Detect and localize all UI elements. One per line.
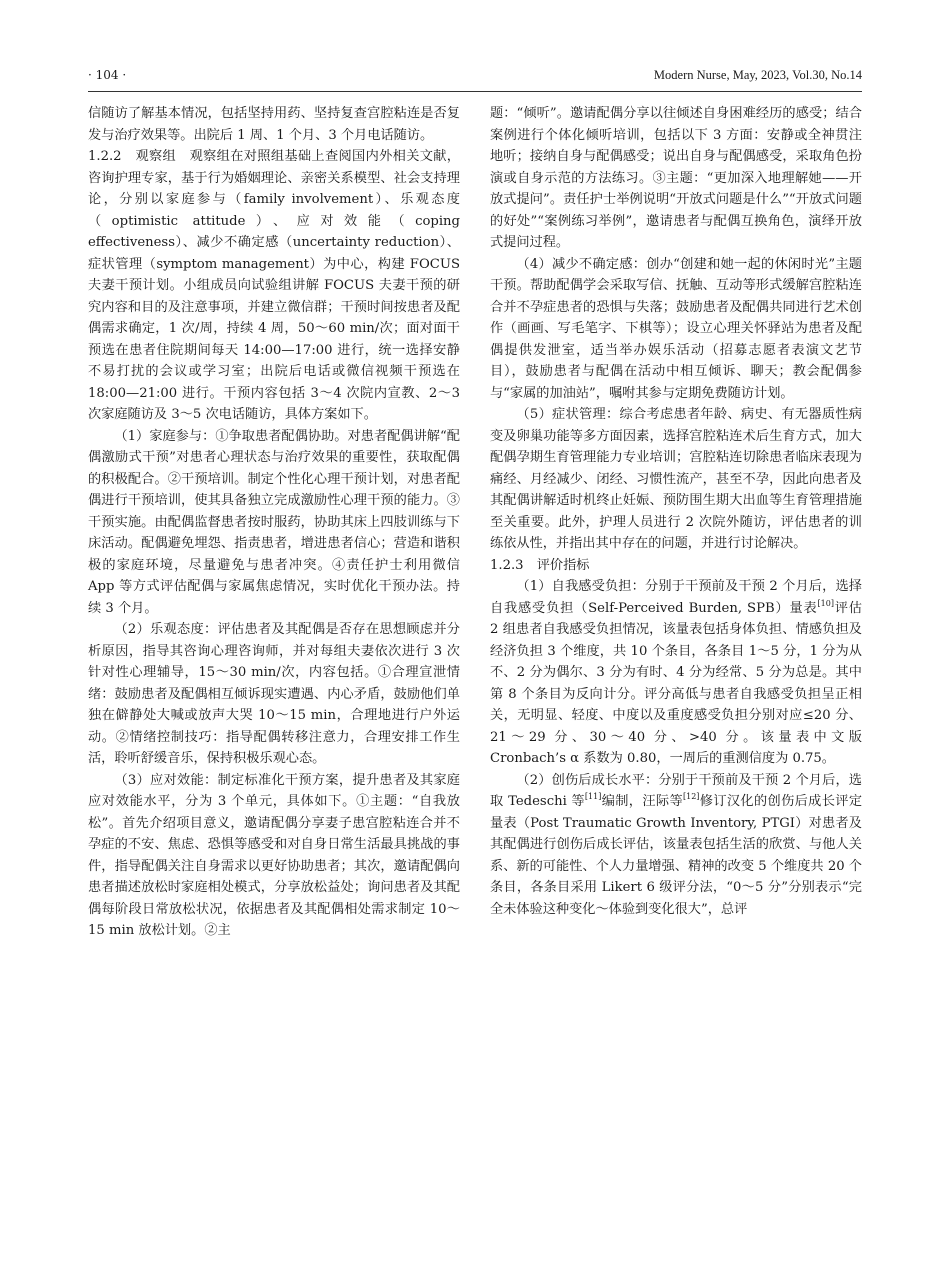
paragraph: （2）乐观态度：评估患者及其配偶是否存在思想顾虑并分析原因，指导其咨询心理咨询师，并对每组夫妻依次进行 3 次针对性心理辅导，15～30 min/次，内容包括。①合理宣泄情绪：鼓励患者及配偶相互倾诉现实遭遇、内心矛盾，鼓励他们单独在僻静处大喊或放声大哭 10～15 min，合理地进行户外运动。②情绪控制技巧：指导配偶转移注意力，合理安排工作生活，聆听舒缓音乐，保持积极乐观心态。 <box>88 622 460 766</box>
header-rule <box>88 91 862 92</box>
section-heading: 1.2.3 评价指标 <box>490 557 590 573</box>
text-run: 编制，汪际等 <box>601 794 683 809</box>
text-run: （2）创伤后成长水平：分别于干预前及干预 2 个月后，选取 Tedeschi 等 <box>490 772 862 809</box>
journal-citation: Modern Nurse, May, 2023, Vol.30, No.14 <box>653 68 862 82</box>
right-column <box>490 103 862 920</box>
page-number: · 104 · <box>88 68 127 82</box>
text-run: （1）自我感受负担：分别于干预前及干预 2 个月后，选择自我感受负担（Self-Perceived Burden, SPB）量表 <box>490 579 862 616</box>
citation-ref: [11] <box>584 792 602 801</box>
citation-ref: [12] <box>683 792 700 801</box>
paragraph <box>490 576 862 770</box>
paragraph: 信随访了解基本情况，包括坚持用药、坚持复查宫腔粘连是否复发与治疗效果等。出院后 1 周、1 个月、3 个月电话随访。 <box>88 106 460 143</box>
paragraph: 题：“倾听”。邀请配偶分享以往倾述自身困难经历的感受；结合案例进行个体化倾听培训，包括以下 3 方面：安静或全神贯注地听；接纳自身与配偶感受；说出自身与配偶感受，采取角色扮演或自身示范的方法练习。③主题：“更加深入地理解她——开放式提问”。责任护士举例说明“开放式问题是什么”“开放式问题的好处”“案例练习举例”，邀请患者与配偶互换角色，演绎开放式提问过程。 <box>490 106 862 250</box>
paragraph <box>490 770 862 921</box>
paragraph: （4）减少不确定感：创办“创建和她一起的休闲时光”主题干预。帮助配偶学会采取写信、抚触、互动等形式缓解宫腔粘连合并不孕症患者的恐惧与失落；鼓励患者及配偶共同进行艺术创作（画画、写毛笔字、下棋等）；设立心理关怀驿站为患者及配偶提供发泄室，适当举办娱乐活动（招募志愿者表演文艺节目），鼓励患者与配偶在活动中相互倾诉、聊天；教会配偶参与“家属的加油站”，嘱咐其参与定期免费随访计划。 <box>490 256 862 401</box>
left-column <box>88 103 460 942</box>
paragraph: （5）症状管理：综合考虑患者年龄、病史、有无器质性病变及卵巢功能等多方面因素，选择宫腔粘连术后生育方式，加大配偶孕期生育管理能力专业培训；宫腔粘连切除患者临床表现为痛经、月经减少、闭经、习惯性流产，甚至不孕，因此向患者及其配偶讲解适时机终止妊娠、预防围生期大出血等生育管理措施至关重要。此外，护理人员进行 2 次院外随访，评估患者的训练依从性，并指出其中存在的问题，并进行讨论解决。 <box>490 407 862 551</box>
section-heading-paragraph: 1.2.2 观察组 观察组在对照组基础上查阅国内外相关文献，咨询护理专家，基于行为婚姻理论、亲密关系模型、社会支持理论，分别以家庭参与（family involvement）、乐观态度（optimistic attitude）、应对效能（coping effectiveness）、减少不确定感（uncertainty reduction）、症状管理（symptom management）为中心，构建 FOCUS 夫妻干预计划。小组成员向试验组讲解 FOCUS 夫妻干预的研究内容和目的及注意事项，并建立微信群；干预时间按患者及配偶需求确定，1 次/周，持续 4 周，50～60 min/次；面对面干预选在患者住院期间每天 14:00—17:00 进行，统一选择安静不易打扰的会议或学习室；出院后电话或微信视频干预选在 18:00—21:00 进行。干预内容包括 3～4 次院内宣教、2～3 次家庭随访及 3～5 次电话随访，具体方案如下。 <box>88 149 460 422</box>
paragraph: （1）家庭参与：①争取患者配偶协助。对患者配偶讲解“配偶激励式干预”对患者心理状态与治疗效果的重要性，获取配偶的积极配合。②干预培训。制定个性化心理干预计划，对患者配偶进行干预培训，使其具备独立完成激励性心理干预的能力。③干预实施。由配偶监督患者按时服药，协助其床上四肢训练与下床活动。配偶避免埋怨、指责患者，增进患者信心；营造和谐积极的家庭环境，尽量避免与患者冲突。④责任护士利用微信 App 等方式评估配偶与家属焦虑情况，实时优化干预办法。持续 3 个月。 <box>88 428 460 616</box>
running-header <box>88 68 862 90</box>
paragraph: （3）应对效能：制定标准化干预方案，提升患者及其家庭应对效能水平，分为 3 个单元，具体如下。①主题：“自我放松”。首先介绍项目意义，邀请配偶分享妻子患宫腔粘连合并不孕症的不安、焦虑、恐惧等感受和对自身日常生活最具挑战的事件，指导配偶关注自身需求以更好协助患者；其次，邀请配偶向患者描述放松时家庭相处模式，分享放松益处；询问患者及其配偶每阶段日常放松状况，依据患者及其配偶相处需求制定 10～15 min 放松计划。②主 <box>88 772 460 938</box>
text-run: 修订汉化的创伤后成长评定量表（Post Traumatic Growth Inventory, PTGI）对患者及其配偶进行创伤后成长评估，该量表包括生活的欣赏、与他人关系、新的可能性、个人力量增强、精神的改变 5 个维度共 20 个条目，各条目采用 Likert 6 级评分法，“0～5 分”分别表示“完全未体验这种变化～体验到变化很大”，总评 <box>490 794 863 917</box>
text-run: 评估 2 组患者自我感受负担情况，该量表包括身体负担、情感负担及经济负担 3 个维度，共 10 个条目，各条目 1～5 分，1 分为从不、2 分为偶尔、3 分为有时、4 分为经常、5 分为总是。其中第 8 个条目为反向计分。评分高低与患者自我感受负担呈正相关，无明显、轻度、中度以及重度感受负担分别对应≤20 分、21～29 分、30～40 分、>40 分。该量表中文版 Cronbach’s α 系数为 0.80，一周后的重测信度为 0.75。 <box>490 600 862 766</box>
citation-ref: [10] <box>817 598 834 608</box>
